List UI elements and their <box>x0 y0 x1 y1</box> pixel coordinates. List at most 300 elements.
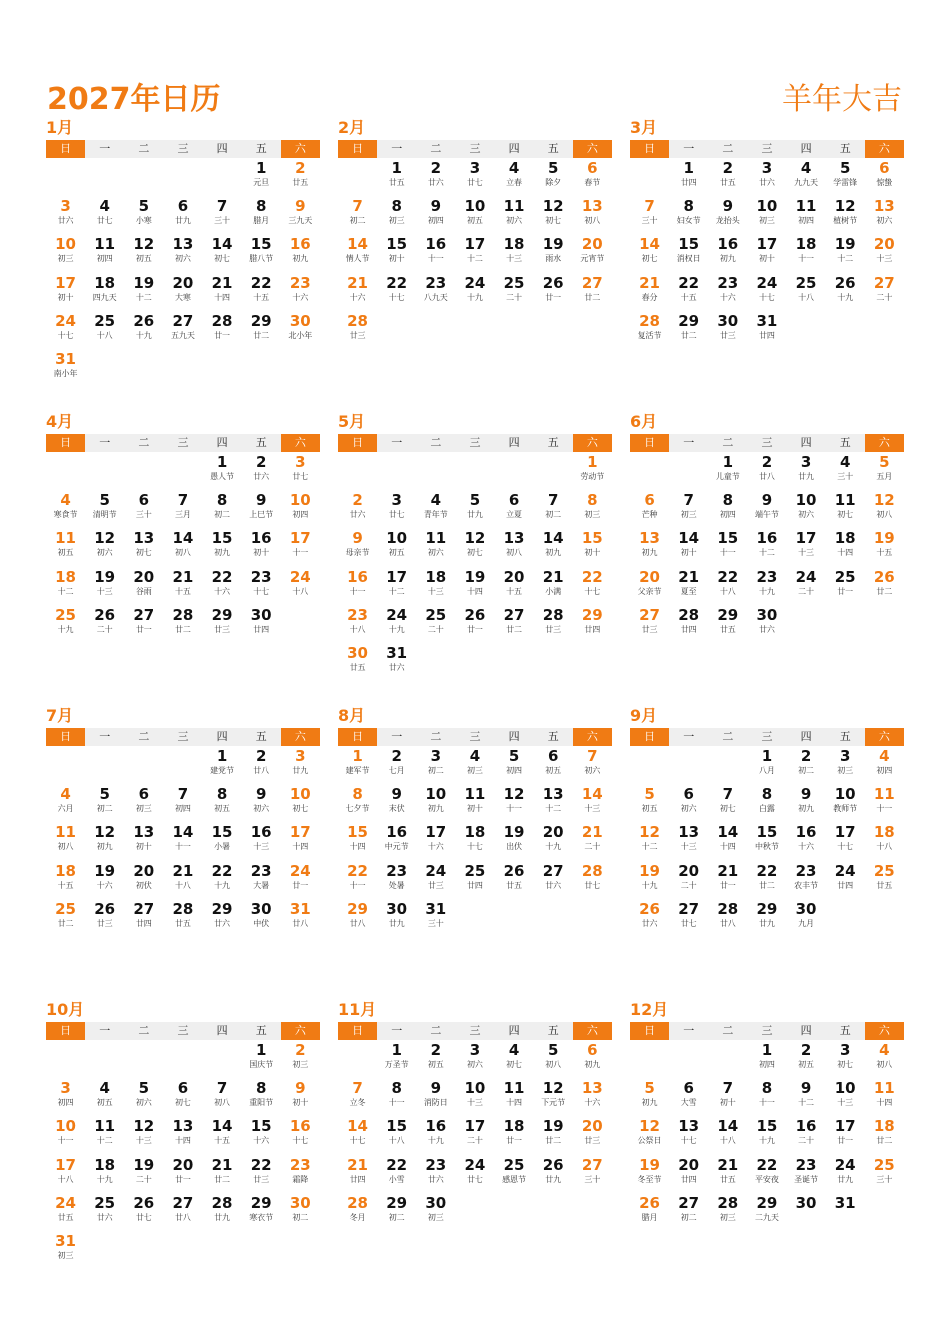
lunar-label: 廿六 <box>758 624 775 634</box>
day-number: 15 <box>581 529 603 548</box>
lunar-label: 十九 <box>758 586 775 596</box>
day-cell <box>747 234 786 272</box>
lunar-label: 青年节 <box>423 510 448 520</box>
lunar-label: 十七 <box>388 292 405 302</box>
day-number: 16 <box>386 823 408 842</box>
weekday-label: 六 <box>865 728 904 746</box>
day-cell <box>163 1078 202 1116</box>
day-number: 20 <box>503 567 525 586</box>
day-number: 19 <box>542 235 564 254</box>
day-cell <box>338 822 377 860</box>
lunar-label: 初九 <box>545 548 562 558</box>
day-cell <box>242 311 281 349</box>
weekday-label: 二 <box>722 1024 734 1037</box>
day-cell <box>242 158 281 196</box>
day-number: 16 <box>425 235 447 254</box>
day-cell <box>787 273 826 311</box>
weekday-label: 五 <box>255 730 267 743</box>
weekday-label: 四 <box>216 730 228 743</box>
lunar-label: 廿八 <box>174 1212 191 1222</box>
lunar-label: 初十 <box>292 1098 309 1108</box>
day-cell <box>534 822 573 860</box>
day-cell <box>708 861 747 899</box>
lunar-label: 初七 <box>641 254 658 264</box>
day-number: 13 <box>581 1079 603 1098</box>
lunar-label: 初九 <box>214 548 231 558</box>
day-number: 3 <box>295 453 306 471</box>
day-cell <box>826 528 865 566</box>
month-block <box>630 706 904 937</box>
day-number: 8 <box>587 491 598 510</box>
day-cell <box>865 273 904 311</box>
day-number: 16 <box>347 567 368 586</box>
day-cell <box>534 746 573 784</box>
lunar-label: 末伏 <box>388 804 405 814</box>
empty-cell <box>46 746 85 784</box>
lunar-label: 初四 <box>96 254 113 264</box>
day-number: 24 <box>425 861 447 880</box>
weekday-label: 一 <box>99 142 111 155</box>
day-cell <box>377 1155 416 1193</box>
day-cell <box>865 196 904 234</box>
lunar-label: 十五 <box>174 586 191 596</box>
lunar-label: 中元节 <box>384 842 409 852</box>
lunar-label: 廿九 <box>758 918 775 928</box>
day-number: 1 <box>216 453 228 471</box>
lunar-label: 十三 <box>876 254 893 264</box>
day-cell <box>669 273 708 311</box>
day-cell <box>281 1078 320 1116</box>
lunar-label: 初五 <box>388 548 405 558</box>
day-number: 26 <box>834 273 856 292</box>
day-cell <box>495 1078 534 1116</box>
empty-cell <box>124 452 163 490</box>
lunar-label: 四九天 <box>92 292 117 302</box>
day-cell <box>338 605 377 643</box>
lunar-label: 国庆节 <box>249 1060 274 1069</box>
day-number: 28 <box>347 311 368 330</box>
day-cell <box>865 1078 904 1116</box>
lunar-label: 廿四 <box>837 880 854 890</box>
lunar-label: 十二 <box>57 586 74 596</box>
lunar-label: 三十 <box>837 472 854 481</box>
lunar-label: 初四 <box>174 804 191 814</box>
day-number: 30 <box>756 605 778 624</box>
day-number: 29 <box>717 605 739 624</box>
day-cell <box>416 746 455 784</box>
day-cell <box>46 490 85 528</box>
lunar-label: 廿六 <box>388 662 405 672</box>
weekday-label: 六 <box>865 1022 904 1040</box>
day-cell <box>281 746 320 784</box>
month-name: 4月 <box>46 412 74 431</box>
lunar-label: 十七 <box>466 842 483 852</box>
day-number: 11 <box>503 197 525 216</box>
day-number: 19 <box>834 235 856 254</box>
lunar-label: 元旦 <box>253 178 270 187</box>
day-cell <box>85 861 124 899</box>
empty-cell <box>85 158 124 196</box>
day-cell <box>377 1040 416 1078</box>
day-number: 20 <box>581 1117 603 1136</box>
day-number: 18 <box>795 235 817 254</box>
lunar-label: 夏至 <box>680 586 697 596</box>
day-number: 16 <box>795 1117 817 1136</box>
day-number: 30 <box>289 311 311 330</box>
day-number: 29 <box>386 1193 408 1212</box>
lunar-label: 初三 <box>57 1250 74 1260</box>
day-cell <box>416 1078 455 1116</box>
empty-cell <box>669 1040 708 1078</box>
empty-cell <box>669 452 708 490</box>
day-number: 23 <box>250 861 272 880</box>
day-number: 18 <box>425 567 447 586</box>
weekday-label: 二 <box>722 142 734 155</box>
day-number: 19 <box>133 273 155 292</box>
empty-cell <box>338 158 377 196</box>
weekday-label: 日 <box>338 434 377 452</box>
day-number: 21 <box>717 1155 739 1174</box>
day-cell <box>669 528 708 566</box>
lunar-label: 十二 <box>758 548 775 558</box>
weekday-header <box>630 434 904 452</box>
day-number: 6 <box>138 785 150 804</box>
lunar-label: 廿一 <box>292 880 309 890</box>
lunar-label: 立春 <box>506 178 523 187</box>
day-cell <box>787 1193 826 1231</box>
weekday-label: 二 <box>430 730 442 743</box>
weekday-label: 五 <box>839 1024 851 1037</box>
lunar-label: 十六 <box>798 842 815 852</box>
day-number: 27 <box>678 899 700 918</box>
lunar-label: 消防日 <box>423 1098 448 1108</box>
lunar-label: 十六 <box>96 880 113 890</box>
lunar-label: 廿八 <box>719 918 736 928</box>
day-cell <box>573 452 612 490</box>
lunar-label: 三十 <box>135 510 152 520</box>
day-number: 18 <box>464 823 486 842</box>
day-cell <box>787 528 826 566</box>
lunar-label: 廿五 <box>388 178 405 187</box>
day-cell <box>669 490 708 528</box>
day-number: 24 <box>834 1155 856 1174</box>
lunar-label: 重阳节 <box>249 1098 274 1108</box>
day-cell <box>495 234 534 272</box>
lunar-label: 廿三 <box>253 1174 270 1184</box>
lunar-label: 初五 <box>96 1098 113 1108</box>
day-number: 3 <box>295 747 306 765</box>
weekday-label: 二 <box>138 142 150 155</box>
day-cell <box>455 1078 494 1116</box>
day-cell <box>573 196 612 234</box>
day-number: 22 <box>756 1155 778 1174</box>
day-cell <box>747 1155 786 1193</box>
day-number: 3 <box>839 747 851 765</box>
day-cell <box>203 490 242 528</box>
day-number: 2 <box>430 1041 442 1059</box>
day-number: 8 <box>761 785 773 804</box>
day-cell <box>124 861 163 899</box>
day-number: 27 <box>542 861 564 880</box>
day-cell <box>534 1078 573 1116</box>
day-number: 9 <box>295 1079 306 1098</box>
lunar-label: 十八 <box>96 330 113 340</box>
day-number: 15 <box>756 1117 778 1136</box>
day-cell <box>708 1078 747 1116</box>
lunar-label: 廿六 <box>758 178 775 187</box>
day-cell <box>416 273 455 311</box>
day-cell <box>46 1116 85 1154</box>
day-cell <box>826 158 865 196</box>
weekday-label: 五 <box>547 1024 559 1037</box>
lunar-label: 廿九 <box>174 216 191 226</box>
day-number: 9 <box>800 785 812 804</box>
lunar-label: 初八 <box>214 1098 231 1108</box>
day-cell <box>826 1155 865 1193</box>
weekday-label: 日 <box>338 140 377 158</box>
month-name: 8月 <box>338 706 366 725</box>
weekday-label: 一 <box>391 436 403 449</box>
day-cell <box>669 196 708 234</box>
lunar-label: 初九 <box>798 804 815 814</box>
day-number: 25 <box>94 311 116 330</box>
day-number: 12 <box>94 529 116 548</box>
day-number: 8 <box>352 785 363 804</box>
day-cell <box>281 822 320 860</box>
lunar-label: 十九 <box>837 292 854 302</box>
lunar-label: 初七 <box>837 1060 854 1069</box>
day-cell <box>85 273 124 311</box>
weekday-label: 一 <box>683 1024 695 1037</box>
day-number: 12 <box>503 785 525 804</box>
day-number: 16 <box>425 1117 447 1136</box>
lunar-label: 父亲节 <box>637 586 662 596</box>
day-number: 20 <box>172 1155 194 1174</box>
lunar-label: 廿八 <box>758 472 775 481</box>
day-cell <box>495 822 534 860</box>
day-number: 15 <box>250 1117 272 1136</box>
lunar-label: 廿三 <box>719 330 736 340</box>
lunar-label: 十二 <box>388 586 405 596</box>
lunar-label: 初二 <box>349 216 366 226</box>
day-cell <box>338 1078 377 1116</box>
lunar-label: 寒衣节 <box>249 1212 274 1222</box>
day-number: 12 <box>94 823 116 842</box>
day-grid <box>46 1040 320 1269</box>
weekday-label: 日 <box>46 434 85 452</box>
lunar-label: 十一 <box>758 1098 775 1108</box>
day-number: 15 <box>250 235 272 254</box>
day-cell <box>787 784 826 822</box>
day-cell <box>203 861 242 899</box>
day-number: 29 <box>581 605 603 624</box>
lunar-label: 廿三 <box>545 624 562 634</box>
lunar-label: 初三 <box>135 804 152 814</box>
lunar-label: 霜降 <box>292 1174 309 1184</box>
lunar-label: 植树节 <box>833 216 858 226</box>
lunar-label: 冬月 <box>349 1212 366 1222</box>
day-cell <box>242 784 281 822</box>
day-cell <box>630 196 669 234</box>
day-cell <box>85 1193 124 1231</box>
day-cell <box>377 643 416 681</box>
day-cell <box>377 490 416 528</box>
day-cell <box>573 1078 612 1116</box>
empty-cell <box>85 746 124 784</box>
weekday-label: 二 <box>722 436 734 449</box>
weekday-label: 日 <box>46 140 85 158</box>
weekday-label: 日 <box>630 1022 669 1040</box>
lunar-label: 初十 <box>466 804 483 814</box>
weekday-label: 三 <box>177 142 189 155</box>
day-number: 10 <box>464 197 486 216</box>
weekday-label: 三 <box>177 730 189 743</box>
day-cell <box>534 234 573 272</box>
day-number: 7 <box>644 197 655 216</box>
lunar-label: 廿六 <box>641 918 658 928</box>
weekday-label: 六 <box>573 140 612 158</box>
day-cell <box>573 1116 612 1154</box>
day-number: 18 <box>503 235 525 254</box>
day-grid <box>338 452 612 681</box>
day-cell <box>416 899 455 937</box>
day-cell <box>124 1116 163 1154</box>
day-number: 18 <box>834 529 856 548</box>
day-number: 25 <box>795 273 817 292</box>
lunar-label: 十六 <box>584 1098 601 1108</box>
day-cell <box>747 822 786 860</box>
lunar-label: 初十 <box>584 548 601 558</box>
day-number: 8 <box>391 1079 402 1098</box>
day-cell <box>338 234 377 272</box>
day-number: 2 <box>295 1041 306 1059</box>
lunar-label: 廿三 <box>641 624 658 634</box>
lunar-label: 二十 <box>584 842 601 852</box>
lunar-label: 廿六 <box>349 510 366 520</box>
day-number: 12 <box>133 1117 155 1136</box>
day-cell <box>455 490 494 528</box>
day-number: 16 <box>289 1117 311 1136</box>
lunar-label: 廿八 <box>292 918 309 928</box>
day-cell <box>747 1193 786 1231</box>
lunar-label: 初六 <box>135 1098 152 1108</box>
weekday-label: 四 <box>508 142 520 155</box>
lunar-label: 二十 <box>96 624 113 634</box>
lunar-label: 二九天 <box>754 1212 779 1222</box>
day-cell <box>669 1155 708 1193</box>
lunar-label: 十九 <box>466 292 483 302</box>
day-cell <box>85 1078 124 1116</box>
day-number: 28 <box>172 899 194 918</box>
lunar-label: 儿童节 <box>715 472 740 481</box>
month-name: 7月 <box>46 706 74 725</box>
weekday-label: 三 <box>469 142 481 155</box>
day-cell <box>534 567 573 605</box>
day-cell <box>46 528 85 566</box>
day-cell <box>124 1078 163 1116</box>
day-number: 30 <box>717 311 739 330</box>
lunar-label: 初三 <box>427 1212 444 1222</box>
day-cell <box>787 1155 826 1193</box>
day-cell <box>377 605 416 643</box>
day-cell <box>455 528 494 566</box>
lunar-label: 初十 <box>135 842 152 852</box>
day-cell <box>416 784 455 822</box>
lunar-label: 初九 <box>292 254 309 264</box>
lunar-label: 劳动节 <box>580 472 605 481</box>
lunar-label: 廿七 <box>292 472 309 481</box>
lunar-label: 初八 <box>584 216 601 226</box>
lunar-label: 七夕节 <box>345 804 370 814</box>
lunar-label: 初八 <box>876 510 893 520</box>
weekday-label: 四 <box>508 730 520 743</box>
lunar-label: 廿四 <box>584 624 601 634</box>
day-cell <box>826 1116 865 1154</box>
day-number: 21 <box>172 567 194 586</box>
day-cell <box>163 311 202 349</box>
day-cell <box>281 452 320 490</box>
weekday-label: 二 <box>430 436 442 449</box>
day-number: 21 <box>172 861 194 880</box>
day-number: 21 <box>211 273 233 292</box>
day-cell <box>669 899 708 937</box>
day-cell <box>338 528 377 566</box>
day-cell <box>534 273 573 311</box>
day-cell <box>865 528 904 566</box>
day-cell <box>573 605 612 643</box>
lunar-label: 初九 <box>427 804 444 814</box>
day-number: 6 <box>879 159 890 177</box>
day-number: 13 <box>542 785 564 804</box>
day-number: 14 <box>172 529 194 548</box>
day-cell <box>534 158 573 196</box>
lunar-label: 谷雨 <box>135 586 152 596</box>
day-cell <box>377 567 416 605</box>
day-cell <box>573 1155 612 1193</box>
day-cell <box>630 861 669 899</box>
lunar-label: 廿五 <box>719 178 736 187</box>
day-number: 31 <box>834 1193 856 1212</box>
lunar-label: 二十 <box>135 1174 152 1184</box>
lunar-label: 廿二 <box>876 586 893 596</box>
lunar-label: 廿一 <box>135 624 152 634</box>
lunar-label: 农丰节 <box>794 880 819 890</box>
day-number: 29 <box>250 1193 272 1212</box>
day-cell <box>377 528 416 566</box>
day-number: 20 <box>133 567 155 586</box>
day-number: 2 <box>295 159 306 177</box>
day-number: 12 <box>542 197 564 216</box>
day-number: 9 <box>295 197 306 216</box>
day-number: 22 <box>581 567 603 586</box>
day-cell <box>203 1116 242 1154</box>
lunar-label: 万圣节 <box>384 1060 409 1069</box>
lunar-label: 十八 <box>292 586 309 596</box>
empty-cell <box>163 158 202 196</box>
day-grid <box>630 746 904 937</box>
day-cell <box>826 196 865 234</box>
day-cell <box>203 273 242 311</box>
day-number: 9 <box>430 1079 442 1098</box>
lunar-label: 初五 <box>427 1060 444 1069</box>
lunar-label: 十六 <box>719 292 736 302</box>
day-cell <box>669 234 708 272</box>
lunar-label: 十七 <box>758 292 775 302</box>
lunar-label: 十九 <box>388 624 405 634</box>
day-cell <box>495 490 534 528</box>
day-cell <box>416 861 455 899</box>
day-number: 24 <box>464 1155 486 1174</box>
